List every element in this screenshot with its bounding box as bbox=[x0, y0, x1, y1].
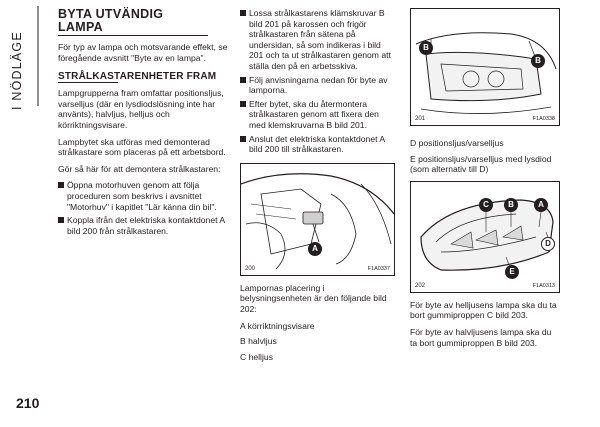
bullet-square-icon bbox=[58, 182, 64, 188]
legend-item: A körriktningsvisare bbox=[240, 320, 315, 331]
legend-item: B halvljus bbox=[240, 336, 277, 347]
figure-200 bbox=[240, 163, 395, 276]
figure-number: 200 bbox=[245, 265, 256, 272]
paragraph: För byte av helljusens lampa ska du ta bort gummiproppen C bild 203. bbox=[410, 299, 557, 321]
bullet-square-icon bbox=[240, 10, 246, 16]
figure-code: F1A0337 bbox=[367, 265, 390, 272]
subsection-title bbox=[58, 71, 230, 83]
callout-d: D bbox=[541, 237, 555, 251]
bullet-item: Lossa strålkastarens klämskruvar B bild 201 på karossen och frigör strålkastaren från sätena på undersidan, så som indikeras i bild 201 och ta ut strålkastaren genom att ställa den på en arbetsskiva. bbox=[240, 8, 395, 72]
callout-e: E bbox=[505, 265, 519, 279]
paragraph: Gör så här för att demontera strålkastaren: bbox=[58, 163, 221, 174]
legend-item: D positionsljus/varselljus bbox=[410, 138, 504, 148]
callout-a: A bbox=[308, 242, 322, 256]
paragraph: Lampornas placering i belysningsenheten är den följande bild 202: bbox=[240, 282, 387, 314]
bullet-square-icon bbox=[58, 217, 64, 223]
paragraph: Lampbytet ska utföras med demonterad strålkastare som placeras på ett arbetsbord. bbox=[58, 136, 226, 158]
callout-c: C bbox=[479, 198, 493, 212]
legend-item: E positionsljus/varselljus med lysdiod (som alternativ till D) bbox=[410, 153, 552, 175]
paragraph: Lampgrupperna fram omfattar positionsljus, varselljus (där en lysdiodslösning inte har använts), halvljus, helljus och körriktningsvisare. bbox=[58, 88, 224, 130]
figure-202 bbox=[410, 181, 560, 293]
callout-a: A bbox=[534, 198, 548, 212]
figure-code: F1A0313 bbox=[532, 282, 555, 289]
intro-paragraph: För typ av lampa och motsvarande effekt, se föregående avsnitt "Byte av en lampa". bbox=[58, 42, 228, 63]
bullet-item: Efter bytet, ska du återmontera strålkastaren genom att fixera den med klemskruvarna B bild 201. bbox=[240, 99, 395, 131]
legend-item: C helljus bbox=[240, 351, 273, 362]
bullet-square-icon bbox=[240, 77, 246, 83]
paragraph: För byte av halvljusens lampa ska du ta bort gummiproppen B bild 203. bbox=[410, 326, 552, 348]
column-2 bbox=[240, 8, 395, 367]
figure-number: 201 bbox=[415, 116, 426, 122]
column-3 bbox=[410, 8, 560, 354]
figure-number: 202 bbox=[415, 282, 426, 289]
bullet-item: Öppna motorhuven genom att följa proceduren som beskrivs i avsnittet "Motorhuv" i kapitlet "Lär känna din bil". bbox=[58, 180, 230, 212]
bullet-item: Anslut det elektriska kontaktdonet A bild 200 till strålkastaren. bbox=[240, 134, 395, 155]
figure-code: F1A0338 bbox=[532, 116, 555, 122]
figure-201 bbox=[410, 8, 560, 126]
bullet-item: Följ anvisningarna nedan för byte av lamporna. bbox=[240, 75, 395, 96]
section-title: BYTA UTVÄNDIG LAMPA bbox=[58, 8, 208, 36]
bullet-square-icon bbox=[240, 136, 246, 142]
page-number: 210 bbox=[16, 395, 40, 411]
bullet-square-icon bbox=[240, 101, 246, 107]
callout-b-right: B bbox=[531, 54, 545, 68]
subsection-rule bbox=[58, 82, 118, 83]
subsection-title-text: STRÅLKASTARENHETER FRAM bbox=[58, 71, 217, 83]
chapter-side-tab bbox=[8, 6, 42, 110]
engine-bay-illustration bbox=[241, 164, 394, 275]
callout-b-left: B bbox=[419, 41, 433, 55]
bullet-item: Koppla ifrån det elektriska kontaktdonet A bild 200 från strålkastaren. bbox=[58, 215, 230, 236]
column-1 bbox=[58, 8, 230, 239]
callout-b: B bbox=[504, 198, 518, 212]
chapter-tab-label: I NÖDLÄGE bbox=[10, 31, 24, 110]
